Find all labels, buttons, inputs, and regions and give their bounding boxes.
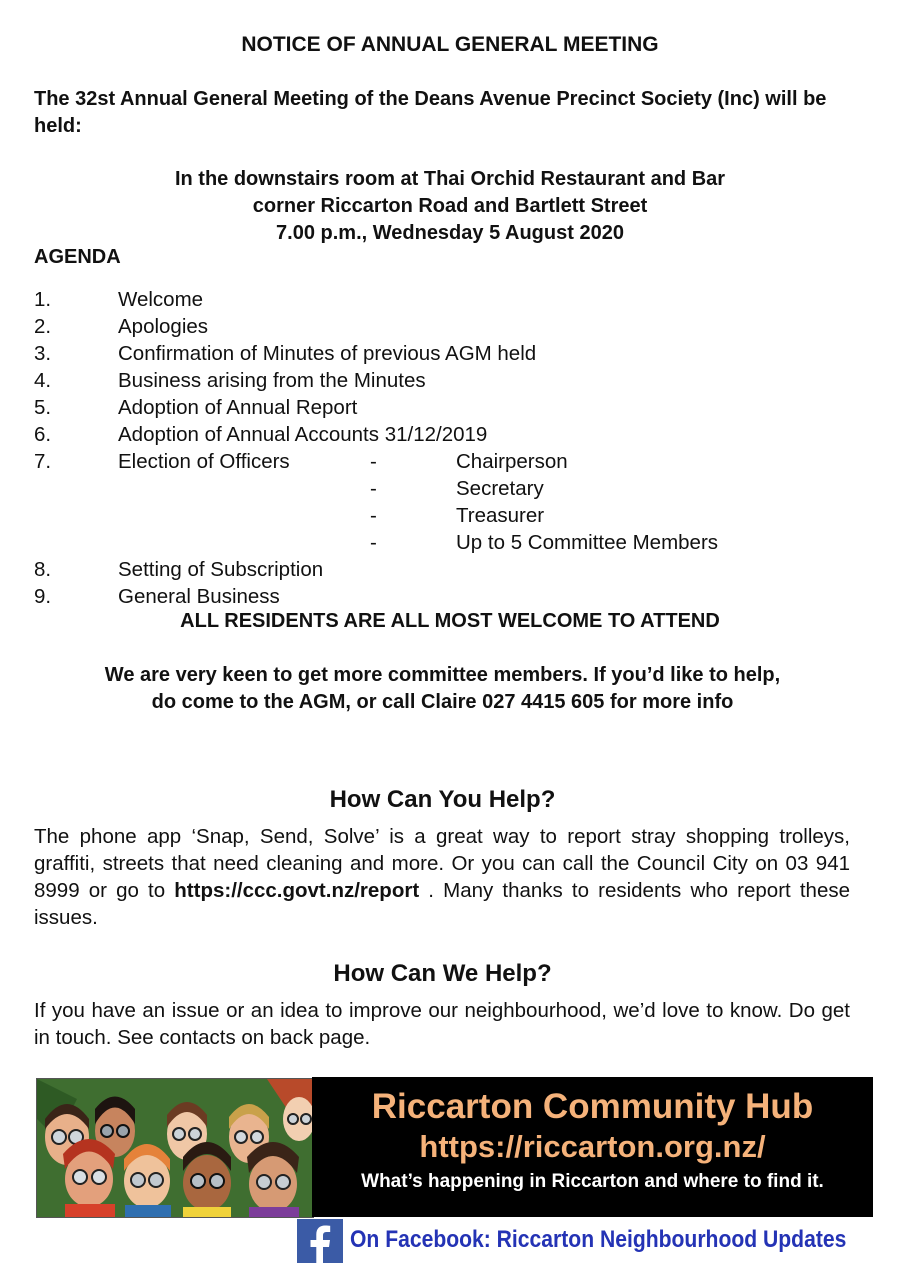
agenda-item-text: Confirmation of Minutes of previous AGM held bbox=[118, 342, 537, 365]
agenda-item bbox=[34, 286, 854, 313]
report-link[interactable]: https://ccc.govt.nz/report bbox=[174, 879, 420, 902]
agenda-item bbox=[34, 340, 854, 367]
agenda-item-text: Adoption of Annual Accounts 31/12/2019 bbox=[118, 423, 488, 446]
agenda-item bbox=[34, 421, 854, 448]
intro-text: The 32st Annual General Meeting of the Deans Avenue Precinct Society (Inc) will be held: bbox=[34, 88, 827, 137]
agenda-item bbox=[34, 448, 854, 475]
agenda-item-number: 5. bbox=[34, 396, 52, 419]
venue-line-1: In the downstairs room at Thai Orchid Restaurant and Bar bbox=[174, 168, 726, 190]
welcome-line: ALL RESIDENTS ARE ALL MOST WELCOME TO ATTEND bbox=[180, 610, 720, 632]
agenda-item-number: 6. bbox=[34, 423, 52, 446]
officer-role: Up to 5 Committee Members bbox=[456, 531, 719, 554]
officer-dash: - bbox=[370, 531, 377, 554]
agenda-item-text: Apologies bbox=[118, 315, 209, 338]
venue-line-3: 7.00 p.m., Wednesday 5 August 2020 bbox=[276, 222, 624, 244]
agenda-item-text: General Business bbox=[118, 585, 280, 608]
officer-role: Chairperson bbox=[456, 450, 568, 473]
officer-dash: - bbox=[370, 477, 377, 500]
agenda-item bbox=[34, 394, 854, 421]
agenda-item-number: 1. bbox=[34, 288, 52, 311]
officer-role: Secretary bbox=[456, 477, 544, 500]
agenda-item-text: Setting of Subscription bbox=[118, 558, 324, 581]
agenda-item-text: Business arising from the Minutes bbox=[118, 369, 426, 392]
agenda-item-number: 8. bbox=[34, 558, 52, 581]
community-hub-banner bbox=[312, 1077, 873, 1217]
committee-appeal-line-2: do come to the AGM, or call Claire 027 4415 605 for more info bbox=[151, 691, 734, 713]
agenda-item-text: Election of Officers bbox=[118, 450, 290, 473]
officer-row bbox=[34, 529, 854, 556]
hub-tagline: What’s happening in Riccarton and where to find it. bbox=[361, 1171, 824, 1192]
agenda-item bbox=[34, 367, 854, 394]
officer-role: Treasurer bbox=[456, 504, 545, 527]
agenda-heading: AGENDA bbox=[34, 246, 121, 268]
notice-title: NOTICE OF ANNUAL GENERAL MEETING bbox=[241, 33, 659, 56]
agenda-item bbox=[34, 313, 854, 340]
agenda-item-number: 3. bbox=[34, 342, 52, 365]
officer-row bbox=[34, 475, 854, 502]
agenda-item-text: Adoption of Annual Report bbox=[118, 396, 358, 419]
facebook-page-link[interactable]: On Facebook: Riccarton Neighbourhood Updates bbox=[350, 1226, 847, 1253]
committee-appeal-line-1: We are very keen to get more committee members. If you’d like to help, bbox=[104, 664, 781, 686]
agenda-item-number: 2. bbox=[34, 315, 52, 338]
agenda-list bbox=[34, 286, 854, 610]
hub-url-link[interactable]: https://riccarton.org.nz/ bbox=[419, 1129, 766, 1164]
venue-line-2: corner Riccarton Road and Bartlett Street bbox=[252, 195, 648, 217]
we-help-heading: How Can We Help? bbox=[333, 960, 552, 987]
we-help-text: If you have an issue or an idea to improve our neighbourhood, we’d love to know. Do get in touch. See contacts on back page. bbox=[34, 999, 850, 1049]
community-faces-illustration bbox=[36, 1078, 314, 1218]
agenda-item bbox=[34, 556, 854, 583]
you-help-text-before: The phone app ‘Snap, Send, Solve’ is a great way to report stray shopping trolleys, graffiti, streets that need cleaning and more. Or you can call the Council City on 03 941 8999 or go to bbox=[34, 825, 850, 902]
facebook-f-glyph bbox=[297, 1219, 343, 1263]
venue-block bbox=[0, 166, 900, 247]
you-help-text-after: . Many thanks to residents who report these issues. bbox=[34, 879, 851, 929]
faces-illustration-art bbox=[37, 1079, 313, 1217]
agenda-item-text: Welcome bbox=[118, 288, 204, 311]
officer-dash: - bbox=[370, 504, 377, 527]
you-help-heading: How Can You Help? bbox=[329, 786, 556, 813]
officer-dash: - bbox=[370, 450, 377, 473]
agenda-item bbox=[34, 583, 854, 610]
hub-title: Riccarton Community Hub bbox=[371, 1087, 814, 1126]
committee-appeal bbox=[0, 662, 885, 716]
you-help-text bbox=[34, 823, 850, 931]
agenda-item-number: 7. bbox=[34, 450, 52, 473]
agenda-item-number: 4. bbox=[34, 369, 52, 392]
officer-row bbox=[34, 502, 854, 529]
facebook-icon[interactable] bbox=[297, 1219, 343, 1263]
agenda-item-number: 9. bbox=[34, 585, 52, 608]
